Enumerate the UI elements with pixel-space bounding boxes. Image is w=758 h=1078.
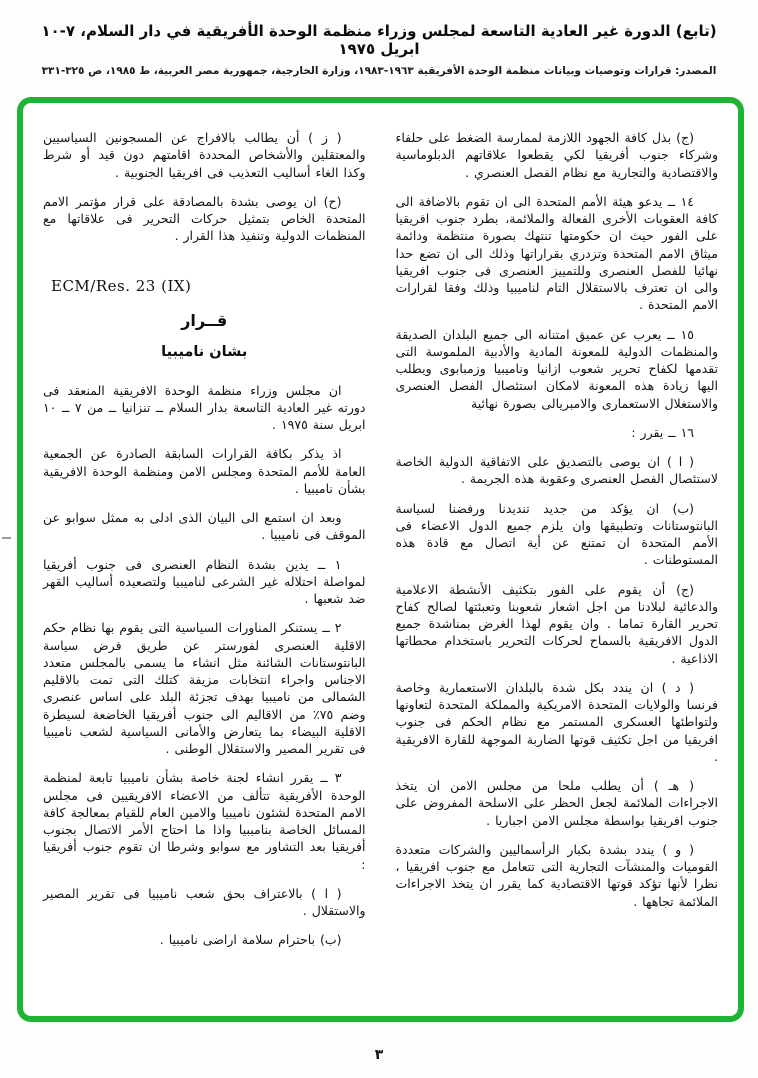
paragraph: ١٤ ــ يدعو هيئة الأمم المتحدة الى ان تقوم بالاضافة الى كافة العقوبات الأخرى الفعالة والملائمة، بطرد جنوب افريقيا على الفور حيث ان حكومتها تنتهك بصورة منتظمة ودائمة ميثاق الامم المتحدة وتزدري بقراراتها وذلك الى ان تضع حدا نهائيا للفصل العنصرى وللتمييز العنصرى فى جنوب افريقيا والى ان تعترف بالاستقلال التام لناميبيا وذلك وفقا لقرارات الامم المتحدة . bbox=[395, 193, 718, 313]
paragraph: ١٥ ــ يعرب عن عميق امتنانه الى جميع البلدان الصديقة والمنظمات الدولية للمعونة المادية والأدبية الملموسة التى تقدمها لكفاح تحرير شعوب ازانيا وناميبيا وزمبابوى ويطلب اليها زيادة هذه المعونة لامكان استئصال الفصل العنصرى والاستغلال الاستعمارى والامبريالى بصورة نهائية bbox=[395, 326, 718, 411]
header-session-title: (تابع) الدورة غير العادية التاسعة لمجلس وزراء منظمة الوحدة الأفريقية في دار السلام، ٧-١٠ ابريل ١٩٧٥ bbox=[41, 22, 717, 58]
paragraph: (ب) باحترام سلامة اراضى ناميبيا . bbox=[159, 932, 342, 948]
paragraph: ( و ) يندد بشدة بكبار الرأسماليين والشركات متعددة القوميات والمنشآت التجارية التى تتعامل مع جنوب افريقيا ، نظرا لأنها تؤكد قوتها الاقتصادية كما يقرر ان يتخذ الاجراءات الملائمة تجاهها . bbox=[395, 841, 718, 909]
paragraph: اذ يذكر بكافة القرارات السابقة الصادرة عن الجمعية العامة للأمم المتحدة ومجلس الامن ومنظمة الوحدة الافريقية بشأن ناميبيا . bbox=[43, 446, 366, 496]
paragraph: ( ا ) ان يوصى بالتصديق على الاتفاقية الدولية الخاصة لاستئصال الفصل العنصرى وعقوبة هذه الجريمة . bbox=[395, 454, 718, 487]
header-source-line: المصدر: قرارات وتوصيات وبيانات منظمة الوحدة الأفريقية ١٩٦٣-١٩٨٣، وزارة الخارجية، جمهورية مصر العربية، ط ١٩٨٥، ص ٣٢٥-٣٣١ bbox=[41, 65, 717, 77]
resolution-subtitle: بشان ناميبيا bbox=[161, 343, 248, 360]
column-right bbox=[396, 129, 719, 1000]
column-left bbox=[43, 129, 366, 1000]
paragraph: (ج) بذل كافة الجهود اللازمة لممارسة الضغط على حلفاء وشركاء جنوب أفريقيا لكي يقطعوا علاقاتهم الدبلوماسية والاقتصادية والتجارية مع نظام الفصل العنصري . bbox=[395, 130, 718, 180]
resolution-title: قــرار bbox=[181, 310, 228, 330]
paragraph: (ح) ان يوصى بشدة بالمصادقة على قرار مؤتمر الامم المتحدة الخاص بتمثيل حركات التحرير فى علاقاتها مع المنظمات الدولية وتنفيذ هذا القرار . bbox=[43, 193, 366, 244]
paragraph: ( د ) ان يندد بكل شدة بالبلدان الاستعمارية وخاصة فرنسا والولايات المتحدة الامريكية والمملكة المتحدة لتعاونها ولتواطئها العسكرى المستمر مع نظام الحكم فى جنوب افريقيا من اجل تكثيف قوتها الضاربة الموجهة للقارة الافريقية . bbox=[395, 679, 718, 764]
paragraph: وبعد ان استمع الى البيان الذى ادلى به ممثل سوابو عن الموقف فى ناميبيا . bbox=[43, 510, 366, 543]
paragraph: ١٦ ــ يقرر : bbox=[631, 424, 694, 440]
two-column-layout bbox=[43, 129, 718, 1000]
paragraph: ( هـ ) أن يطلب ملحا من مجلس الامن ان يتخذ الاجراءات الملائمة لجعل الحظر على الاسلحة المفروض على جنوب افريقيا بواسطة مجلس الامن اجباريا . bbox=[395, 778, 718, 828]
document-frame bbox=[17, 97, 744, 1022]
paragraph: ١ ــ يدين بشدة النظام العنصرى فى جنوب أفريقيا لمواصلة احتلاله غير الشرعى لناميبيا ولتصعيده أساليب القهر ضد شعبها . bbox=[43, 556, 366, 606]
paragraph-list-left bbox=[43, 382, 366, 949]
paragraph: ان مجلس وزراء منظمة الوحدة الافريقية المنعقد فى دورته غير العادية التاسعة بدار السلام ــ تنزانيا ــ من ٧ ــ ١٠ ابريل سنة ١٩٧٥ . bbox=[43, 382, 366, 432]
paragraph-list-right bbox=[396, 129, 719, 910]
paragraph: (ب) ان يؤكد من جديد تنديدنا ورفضنا لسياسة البانتوستانات وتطبيقها وان يلزم جميع الدول الاعضاء فى الأمم المتحدة ان تمتنع عن أية اتصال مع قادة هذه المستوطنات . bbox=[395, 500, 718, 568]
paragraph: (ج) أن يقوم على الفور بتكثيف الأنشطة الاعلامية والدعائية لبلادنا من اجل اشعار شعوبنا وتعبئتها لصالح كفاح تحرير القارة تماما . وان يقوم لهذا الغرض بمناشدة جميع الدول الافريقية بالسماح لحركات التحرير باستخدام محطاتها الاذاعية . bbox=[395, 581, 718, 666]
margin-mark bbox=[2, 537, 11, 539]
page-number: ٣ bbox=[374, 1047, 384, 1063]
page-header bbox=[0, 0, 758, 77]
paragraph-list-left-top bbox=[43, 129, 366, 245]
resolution-code: ECM/Res. 23 (IX) bbox=[51, 276, 192, 295]
paragraph: ٢ ــ يستنكر المناورات السياسية التى يقوم بها نظام حكم الاقلية العنصرى لفورستر عن طريق فرض سياسة البانتوستانات الشائنة مثل انشاء ما يسمى بالمجلس متعدد الاجناس واجراء انتخابات مزيفة كتلك التى تمت بالاقليم الشمالى من ناميبيا بهدف تجزئة البلد على اساس عنصرى وضم ٧٥٪ من الاقاليم الى جنوب أفريقيا الخاضعة لسيطرة الاقلية البيضاء بما يتعارض والأمانى السياسية لشعب ناميبيا فى تقرير المصير والاستقلال الوطنى . bbox=[43, 620, 366, 756]
paragraph: ( ا ) بالاعتراف بحق شعب ناميبيا فى تقرير المصير والاستقلال . bbox=[43, 885, 366, 918]
paragraph: ( ز ) أن يطالب بالافراج عن المسجونين السياسيين والمعتقلين والأشخاص المحددة اقامتهم دون قيد أو شرط وكذا الغاء أساليب التعذيب فى افريقيا الجنوبية . bbox=[43, 130, 366, 180]
paragraph: ٣ ــ يقرر انشاء لجنة خاصة بشأن ناميبيا تابعة لمنظمة الوحدة الأفريقية تتألف من الاعضاء الافريقيين فى مجلس الامم المتحدة لشئون ناميبيا والامين العام للقيام بمعالجة كافة المسائل الخاصة بناميبيا واذا ما احتاج الأمر الاتصال بجنوب أفريقيا بعد التشاور مع سوابو وشرطا ان تقوم جنوب أفريقيا : bbox=[43, 770, 366, 872]
